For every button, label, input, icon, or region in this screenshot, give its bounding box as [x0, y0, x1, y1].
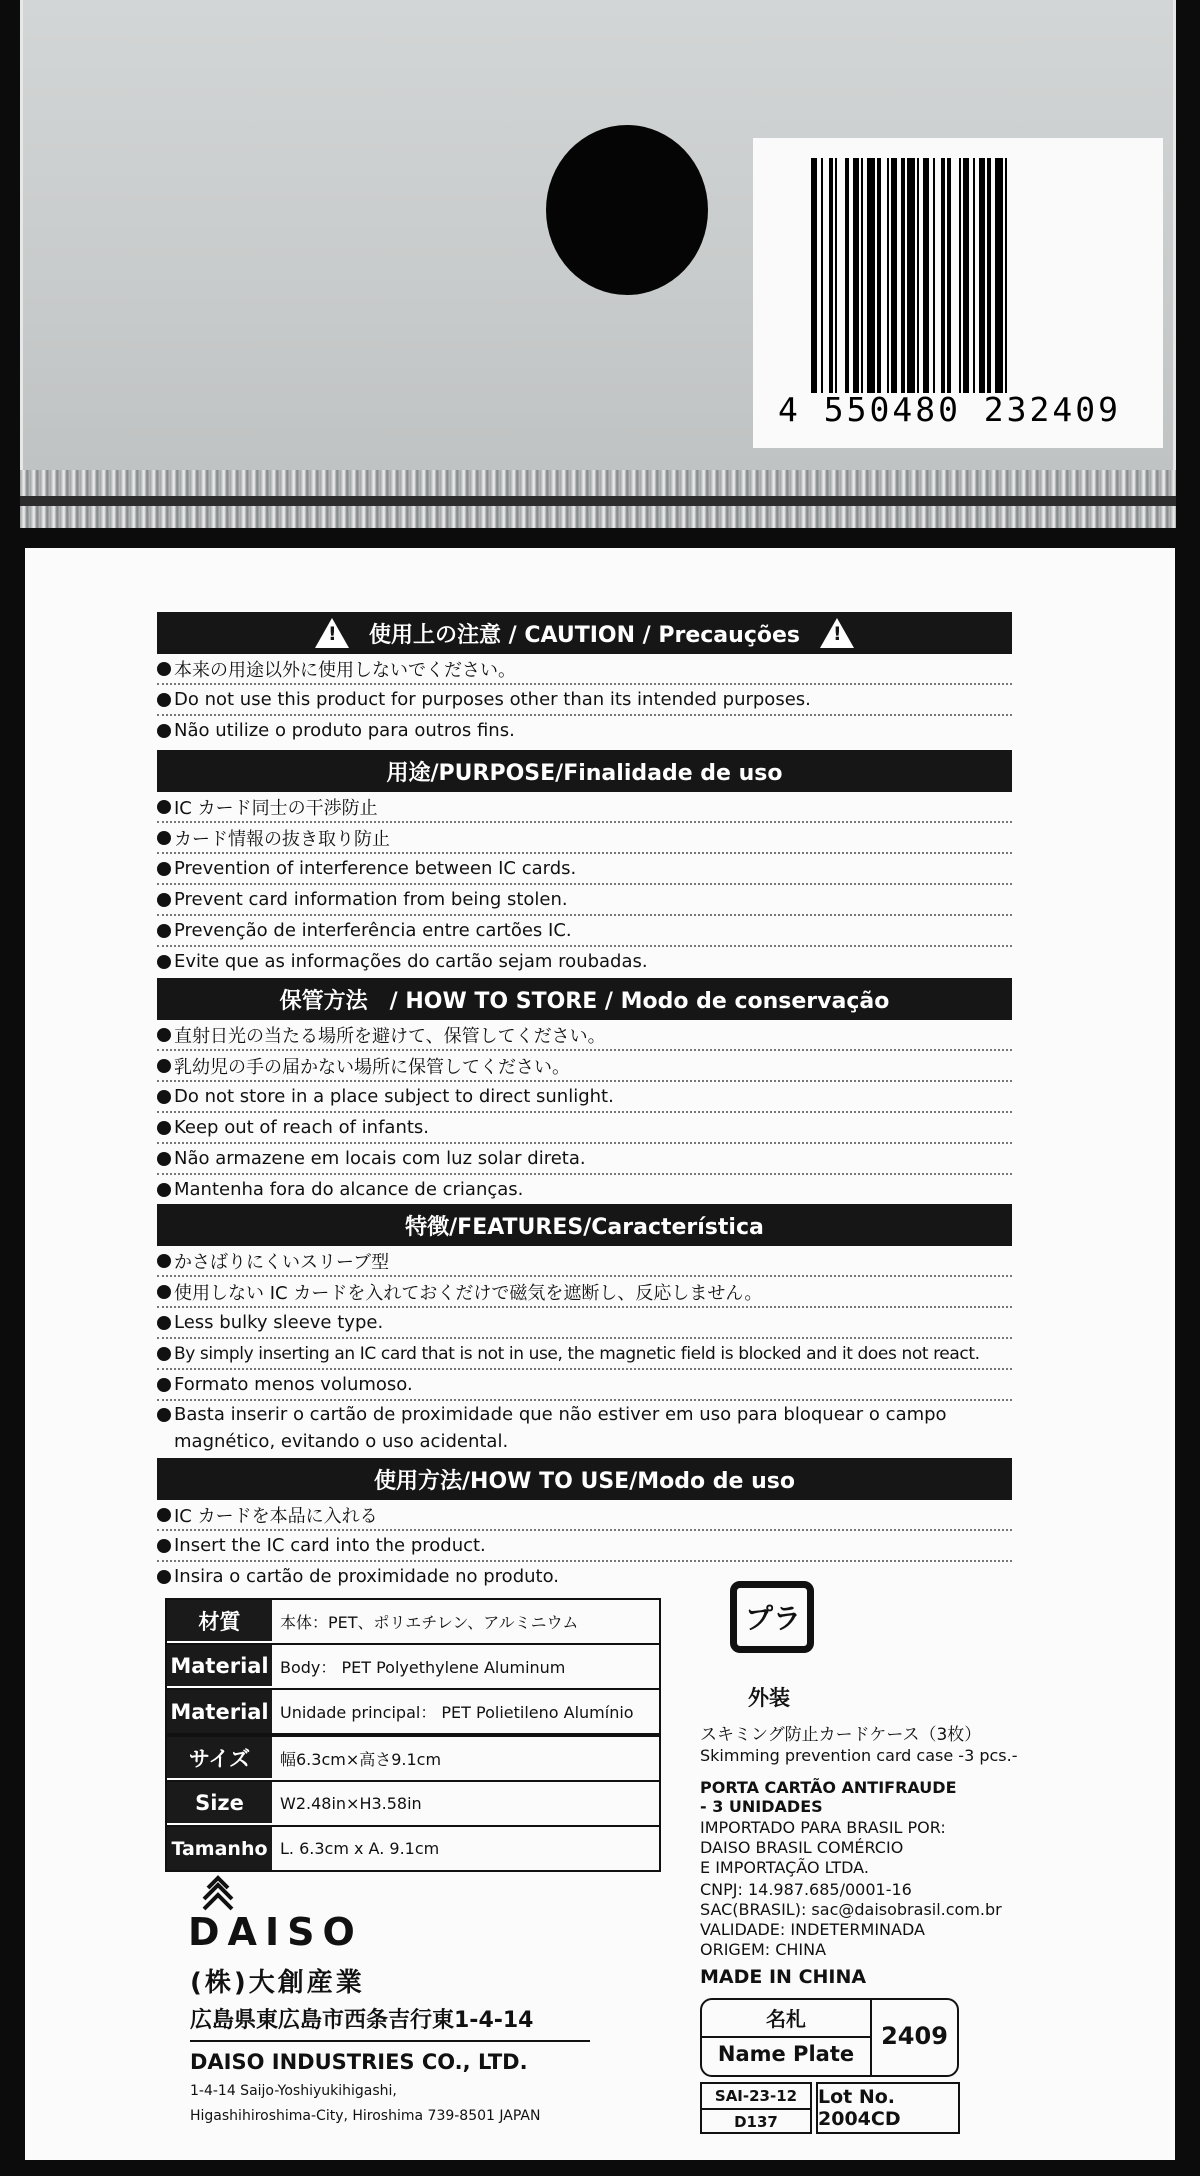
warning-icon — [315, 618, 349, 648]
material-table — [165, 1598, 661, 1735]
barcode-bar — [923, 158, 929, 393]
bullet-icon — [157, 893, 171, 907]
plastic-recycle-icon — [718, 1577, 828, 1677]
table-header: 材質 — [167, 1600, 272, 1643]
list-item: Formato menos volumoso. — [157, 1370, 1012, 1401]
barcode-bar — [933, 158, 935, 393]
barcode-bar — [829, 158, 833, 393]
name-plate-jp: 名札 — [766, 2007, 806, 2031]
list-item: Mantenha fora do alcance de crianças. — [157, 1175, 1012, 1204]
barcode-bar — [907, 158, 915, 393]
barcode-bar — [821, 158, 823, 393]
storage-bar — [157, 978, 1012, 1020]
purpose-title: 用途/PURPOSE/Finalidade de uso — [386, 760, 783, 786]
barcode-bar — [947, 158, 951, 393]
list-item: 本来の用途以外に使用しないでください。 — [157, 654, 1012, 685]
importer-line: - 3 UNIDADES — [700, 1797, 823, 1816]
purpose-section — [157, 750, 1012, 976]
importer-line: DAISO BRASIL COMÉRCIO — [700, 1838, 904, 1857]
bullet-icon — [157, 693, 171, 707]
list-item: Less bulky sleeve type. — [157, 1308, 1012, 1339]
package-header — [20, 0, 1176, 485]
barcode-bar — [959, 158, 961, 393]
product-name-jp: スキミング防止カードケース（3枚） — [700, 1725, 982, 1745]
importer-line: ORIGEM: CHINA — [700, 1940, 827, 1959]
purpose-bar — [157, 750, 1012, 792]
table-row — [167, 1645, 659, 1690]
barcode-bar — [891, 158, 897, 393]
bullet-icon — [157, 662, 171, 676]
importer-line: PORTA CARTÃO ANTIFRAUDE — [700, 1778, 957, 1797]
company-address-jp: 広島県東広島市西条吉行東1-4-14 — [190, 2008, 534, 2033]
bullet-icon — [157, 1059, 171, 1073]
table-cell: 幅6.3cm×高さ9.1cm — [280, 1750, 442, 1769]
list-item: Basta inserir o cartão de proximidade que não estiver em uso para bloquear o campo magnético, evitando o uso acidental. — [157, 1401, 1012, 1457]
usage-title: 使用方法/HOW TO USE/Modo de uso — [374, 1468, 795, 1494]
lot-number: Lot No. 2004CD — [816, 2082, 960, 2134]
table-row — [167, 1600, 659, 1645]
product-subcode: D137 — [734, 2113, 778, 2131]
usage-section — [157, 1458, 1012, 1591]
product-name-en: Skimming prevention card case -3 pcs.- — [700, 1746, 1018, 1765]
barcode-bar — [995, 158, 1003, 393]
bullet-icon — [157, 862, 171, 876]
features-section — [157, 1204, 1012, 1457]
table-row — [167, 1827, 659, 1870]
table-header: Material — [167, 1645, 272, 1688]
divider — [190, 2040, 590, 2042]
bullet-icon — [157, 924, 171, 938]
barcode-bar — [963, 158, 969, 393]
bullet-icon — [157, 1090, 171, 1104]
bullet-icon — [157, 1378, 171, 1392]
caution-title: 使用上の注意 / CAUTION / Precauções — [369, 622, 800, 648]
barcode-bar — [941, 158, 945, 393]
list-item: IC カード同士の干渉防止 — [157, 792, 1012, 823]
barcode-bar — [845, 158, 849, 393]
barcode-bar — [979, 158, 985, 393]
caution-bar — [157, 612, 1012, 654]
list-item: 直射日光の当たる場所を避けて、保管してください。 — [157, 1020, 1012, 1051]
barcode-bar — [877, 158, 881, 393]
made-in-label: MADE IN CHINA — [700, 1966, 867, 1988]
barcode-bar — [1005, 158, 1007, 393]
barcode-number: 4 550480 232409 — [778, 390, 1122, 429]
bullet-icon — [157, 1316, 171, 1330]
bullet-icon — [157, 1254, 171, 1268]
barcode-icon — [811, 158, 1141, 393]
bullet-icon — [157, 1408, 171, 1422]
importer-line: SAC(BRASIL): sac@daisobrasil.com.br — [700, 1900, 1002, 1919]
table-cell: L. 6.3cm x A. 9.1cm — [280, 1839, 440, 1858]
importer-line: E IMPORTAÇÃO LTDA. — [700, 1858, 869, 1877]
list-item: Não utilize o produto para outros fins. — [157, 716, 1012, 745]
table-header: Size — [167, 1782, 272, 1825]
list-item: カード情報の抜き取り防止 — [157, 823, 1012, 854]
product-code: SAI-23-12 — [702, 2084, 810, 2110]
table-header: Tamanho — [167, 1827, 272, 1870]
barcode-bar — [853, 158, 859, 393]
list-item: Prevent card information from being stolen. — [157, 885, 1012, 916]
hang-hole — [546, 125, 708, 295]
table-cell: Body： PET Polyethylene Aluminum — [280, 1658, 566, 1677]
name-plate-box — [700, 1998, 959, 2077]
usage-bar — [157, 1458, 1012, 1500]
importer-line: VALIDADE: INDETERMINADA — [700, 1920, 925, 1939]
recycle-label: 外装 — [748, 1686, 790, 1710]
list-item: Prevenção de interferência entre cartões IC. — [157, 916, 1012, 947]
list-item: Não armazene em locais com luz solar direta. — [157, 1144, 1012, 1175]
bullet-icon — [157, 1121, 171, 1135]
bullet-icon — [157, 800, 171, 814]
list-item: 乳幼児の手の届かない場所に保管してください。 — [157, 1051, 1012, 1082]
barcode-bar — [811, 158, 817, 393]
divider — [702, 2036, 870, 2038]
features-bar — [157, 1204, 1012, 1246]
barcode-bar — [917, 158, 919, 393]
company-address-en: 1-4-14 Saijo-Yoshiyukihigashi, — [190, 2083, 397, 2099]
size-table — [165, 1735, 661, 1872]
barcode-label — [753, 138, 1163, 448]
table-cell: Unidade principal： PET Polietileno Alumínio — [280, 1703, 634, 1722]
table-header: Material — [167, 1690, 272, 1733]
bullet-icon — [157, 1183, 171, 1197]
bullet-icon — [157, 831, 171, 845]
daiso-logo: DAISO — [188, 1910, 363, 1954]
table-cell: 本体：PET、ポリエチレン、アルミニウム — [280, 1613, 579, 1632]
bullet-icon — [157, 1347, 171, 1361]
list-item: Do not store in a place subject to direct sunlight. — [157, 1082, 1012, 1113]
company-name-jp: (株)大創産業 — [190, 1968, 365, 1998]
bullet-icon — [157, 955, 171, 969]
product-number: 2409 — [881, 2022, 948, 2050]
company-name-en: DAISO INDUSTRIES CO., LTD. — [190, 2050, 528, 2074]
bullet-icon — [157, 1285, 171, 1299]
name-plate-en: Name Plate — [717, 2042, 855, 2066]
barcode-bar — [973, 158, 975, 393]
table-header: サイズ — [167, 1737, 272, 1780]
list-item: 使用しない IC カードを入れておくだけで磁気を遮断し、反応しません。 — [157, 1277, 1012, 1308]
barcode-bar — [887, 158, 889, 393]
warning-icon — [820, 618, 854, 648]
table-cell: W2.48in×H3.58in — [280, 1794, 422, 1813]
caution-section — [157, 612, 1012, 745]
bullet-icon — [157, 1508, 171, 1522]
barcode-bar — [835, 158, 837, 393]
list-item: Evite que as informações do cartão sejam roubadas. — [157, 947, 1012, 976]
recycle-mark-text: プラ — [744, 1602, 801, 1635]
importer-line: CNPJ: 14.987.685/0001-16 — [700, 1880, 912, 1899]
bullet-icon — [157, 724, 171, 738]
bullet-icon — [157, 1152, 171, 1166]
table-row — [167, 1782, 659, 1827]
storage-title: 保管方法 / HOW TO STORE / Modo de conservação — [279, 988, 890, 1014]
barcode-bar — [987, 158, 991, 393]
heat-seal-edge — [20, 470, 1176, 528]
barcode-bar — [901, 158, 905, 393]
table-row — [167, 1690, 659, 1733]
importer-line: IMPORTADO PARA BRASIL POR: — [700, 1818, 946, 1837]
list-item: Insira o cartão de proximidade no produto. — [157, 1562, 1012, 1591]
list-item: Do not use this product for purposes other than its intended purposes. — [157, 685, 1012, 716]
list-item: Insert the IC card into the product. — [157, 1531, 1012, 1562]
barcode-bar — [867, 158, 875, 393]
company-address-en: Higashihiroshima-City, Hiroshima 739-8501 JAPAN — [190, 2108, 541, 2124]
features-title: 特徴/FEATURES/Característica — [405, 1214, 764, 1240]
bullet-icon — [157, 1570, 171, 1584]
list-item: Prevention of interference between IC cards. — [157, 854, 1012, 885]
product-code-box — [700, 2082, 812, 2134]
bullet-icon — [157, 1539, 171, 1553]
list-item: Keep out of reach of infants. — [157, 1113, 1012, 1144]
storage-section — [157, 978, 1012, 1204]
barcode-bar — [861, 158, 863, 393]
bullet-icon — [157, 1028, 171, 1042]
list-item: IC カードを本品に入れる — [157, 1500, 1012, 1531]
table-row — [167, 1737, 659, 1782]
daiso-logo-icon — [200, 1875, 236, 1911]
list-item: かさばりにくいスリーブ型 — [157, 1246, 1012, 1277]
list-item: By simply inserting an IC card that is not in use, the magnetic field is blocked and it does not react. — [157, 1339, 1012, 1370]
